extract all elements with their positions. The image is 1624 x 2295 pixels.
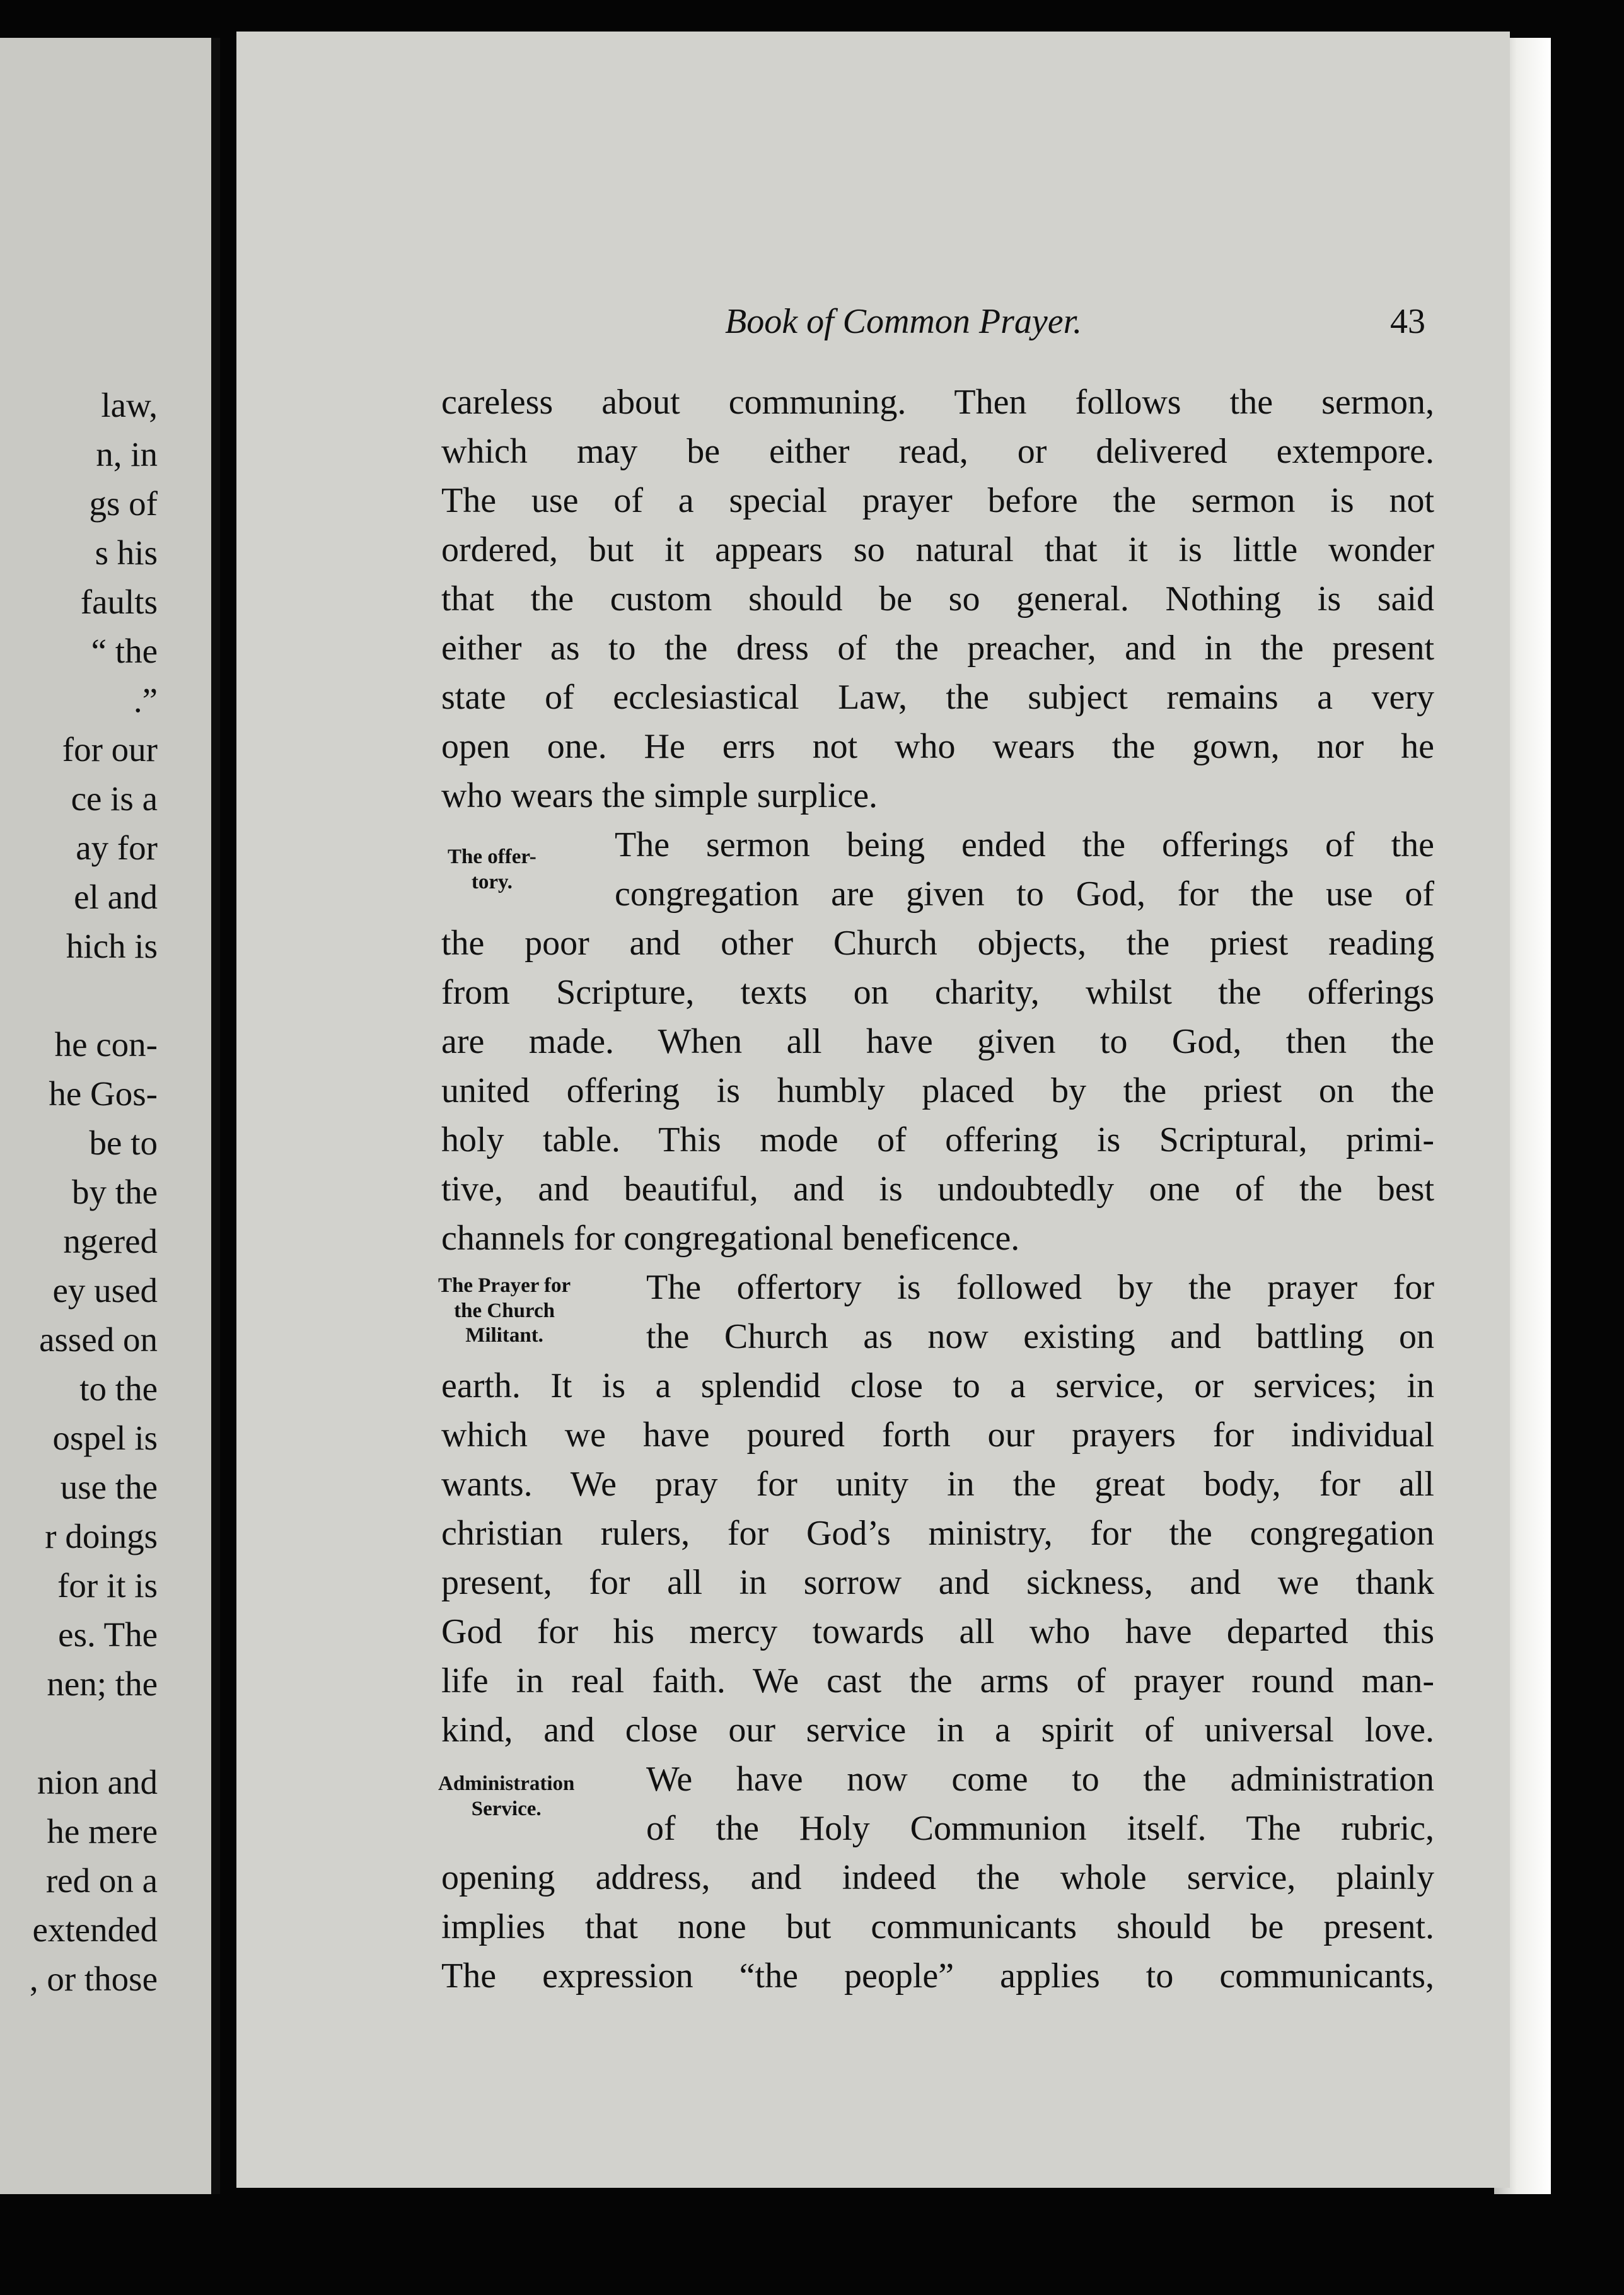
text-line: wants. We pray for unity in the great body, for all: [441, 1465, 1434, 1504]
page-number: 43: [1390, 302, 1425, 341]
text-line: of the Holy Communion itself. The rubric,: [646, 1809, 1434, 1848]
fragment-line: es. The: [58, 1615, 158, 1654]
text-line: united offering is humbly placed by the priest on the: [441, 1071, 1434, 1110]
text-line: life in real faith. We cast the arms of prayer round man-: [441, 1661, 1434, 1700]
fragment-line: he con-: [54, 1025, 158, 1064]
text-line: congregation are given to God, for the use of: [615, 874, 1434, 914]
text-line: either as to the dress of the preacher, and in the present: [441, 629, 1434, 668]
text-line: who wears the simple surplice.: [441, 776, 878, 815]
fragment-line: el and: [74, 878, 158, 916]
fragment-line: ospel is: [52, 1419, 158, 1457]
fragment-line: hich is: [66, 927, 158, 965]
text-line: present, for all in sorrow and sickness, and we thank: [441, 1563, 1434, 1602]
text-line: The offertory is followed by the prayer for: [646, 1268, 1434, 1307]
fragment-line: ce is a: [71, 779, 158, 818]
fragment-line: use the: [60, 1468, 158, 1506]
fragment-line: law,: [101, 386, 158, 424]
facing-page-fragment: [0, 38, 220, 2194]
text-line: the poor and other Church objects, the priest reading: [441, 924, 1434, 963]
margin-note-prayer-church-militant: The Prayer for the Church Militant.: [438, 1274, 571, 1347]
text-line: channels for congregational beneficence.: [441, 1219, 1020, 1258]
fragment-line: for our: [62, 730, 158, 769]
fragment-line: he mere: [47, 1812, 158, 1851]
fragment-line: faults: [80, 583, 158, 621]
fragment-line: gs of: [89, 484, 158, 523]
fragment-line: nion and: [37, 1763, 158, 1801]
fragment-line: nen; the: [47, 1665, 158, 1703]
text-line: that the custom should be so general. Nothing is said: [441, 579, 1434, 619]
text-line: ordered, but it appears so natural that it is little wonder: [441, 530, 1434, 569]
text-line: tive, and beautiful, and is undoubtedly one of the best: [441, 1170, 1434, 1209]
fragment-line: be to: [89, 1124, 158, 1162]
fragment-line: “ the: [91, 632, 158, 670]
text-line: The expression “the people” applies to communicants,: [441, 1956, 1434, 1996]
fragment-line: for it is: [57, 1566, 158, 1605]
fragment-line: assed on: [39, 1320, 158, 1359]
text-line: implies that none but communicants should be present.: [441, 1907, 1434, 1946]
fragment-line: ey used: [52, 1271, 158, 1310]
fragment-line: n, in: [96, 435, 158, 474]
text-line: are made. When all have given to God, then the: [441, 1022, 1434, 1061]
text-line: from Scripture, texts on charity, whilst the offerings: [441, 973, 1434, 1012]
text-line: We have now come to the administration: [646, 1760, 1434, 1799]
text-line: state of ecclesiastical Law, the subject remains a very: [441, 678, 1434, 717]
text-line: careless about communing. Then follows the sermon,: [441, 383, 1434, 422]
fragment-line: r doings: [45, 1517, 158, 1555]
text-line: God for his mercy towards all who have departed this: [441, 1612, 1434, 1651]
margin-note-offertory: The offer- tory.: [448, 845, 536, 893]
text-line: The sermon being ended the offerings of the: [615, 825, 1434, 864]
text-line: which we have poured forth our prayers for individual: [441, 1415, 1434, 1455]
text-line: open one. He errs not who wears the gown, nor he: [441, 727, 1434, 766]
text-line: christian rulers, for God’s ministry, for the congregation: [441, 1514, 1434, 1553]
fragment-line: , or those: [29, 1960, 158, 1998]
margin-note-administration-service: Administration Service.: [438, 1772, 575, 1820]
running-title: Book of Common Prayer.: [725, 302, 1082, 341]
text-line: earth. It is a splendid close to a service, or services; in: [441, 1366, 1434, 1405]
text-line: kind, and close our service in a spirit of universal love.: [441, 1711, 1434, 1750]
text-line: the Church as now existing and battling on: [646, 1317, 1434, 1356]
fragment-line: ay for: [76, 828, 158, 867]
text-line: opening address, and indeed the whole service, plainly: [441, 1858, 1434, 1897]
fragment-line: he Gos-: [49, 1074, 158, 1113]
fragment-line: extended: [32, 1910, 158, 1949]
fragment-line: .”: [133, 681, 158, 719]
fragment-line: to the: [79, 1369, 158, 1408]
fragment-line: s his: [95, 533, 158, 572]
fragment-line: red on a: [45, 1861, 158, 1900]
fragment-line: ngered: [63, 1222, 158, 1260]
fragment-line: by the: [72, 1173, 158, 1211]
text-line: The use of a special prayer before the sermon is not: [441, 481, 1434, 520]
text-line: holy table. This mode of offering is Scriptural, primi-: [441, 1120, 1434, 1159]
text-line: which may be either read, or delivered extempore.: [441, 432, 1434, 471]
